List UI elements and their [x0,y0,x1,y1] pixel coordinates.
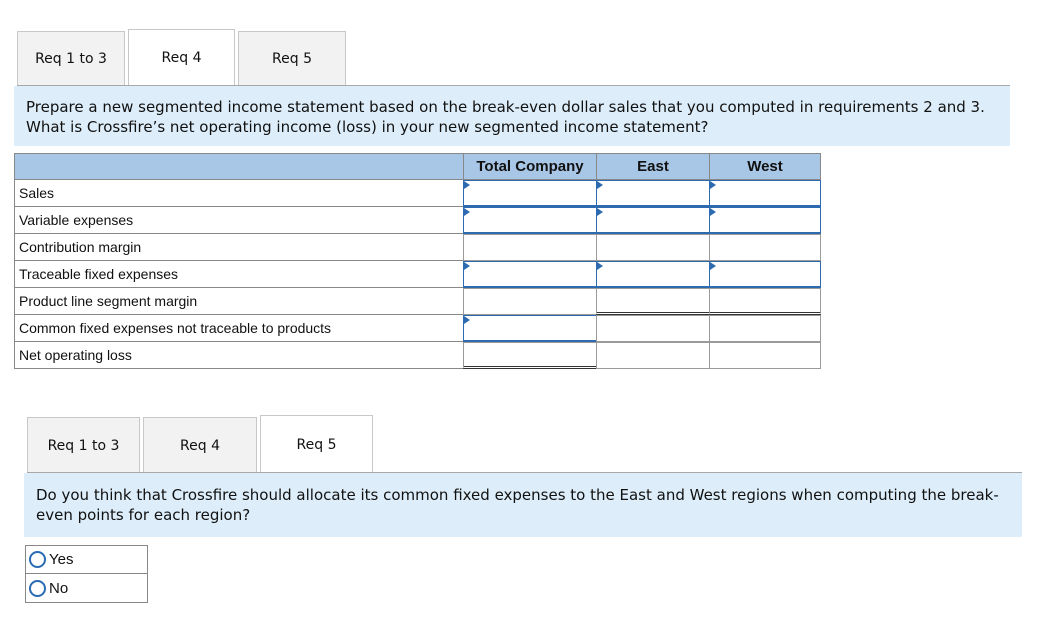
tab-req-5[interactable]: Req 5 [238,31,346,86]
tab-req-1-to-3-bottom[interactable]: Req 1 to 3 [27,417,140,474]
option-yes[interactable] [25,545,148,574]
common-fixed-total-input[interactable] [463,315,597,342]
common-fixed-east-cell [596,315,710,342]
option-no-label: No [49,579,69,597]
radio-no-icon[interactable] [29,580,46,597]
header-east: East [596,153,710,180]
variable-expenses-west-input[interactable] [709,207,821,234]
radio-yes-icon[interactable] [29,551,46,568]
row-label-net-operating-loss: Net operating loss [14,342,464,369]
table-header-blank [14,153,464,180]
header-west: West [709,153,821,180]
net-operating-loss-west-cell [709,342,821,369]
row-label-common-fixed-expenses: Common fixed expenses not traceable to products [14,315,464,342]
traceable-fixed-total-input[interactable] [463,261,597,288]
tab-req-1-to-3[interactable]: Req 1 to 3 [17,31,125,86]
bottom-tab-bar [27,415,376,474]
traceable-fixed-west-input[interactable] [709,261,821,288]
variable-expenses-total-input[interactable] [463,207,597,234]
row-label-sales: Sales [14,180,464,207]
net-operating-loss-east-cell [596,342,710,369]
row-label-contribution-margin: Contribution margin [14,234,464,261]
traceable-fixed-east-input[interactable] [596,261,710,288]
segment-margin-total-cell [463,288,597,315]
tab-req-4[interactable]: Req 4 [128,29,235,86]
option-no[interactable] [25,574,148,603]
contribution-margin-west-cell [709,234,821,261]
sales-east-input[interactable] [596,180,710,207]
variable-expenses-east-input[interactable] [596,207,710,234]
header-total-company: Total Company [463,153,597,180]
segment-margin-east-cell [596,288,710,315]
row-label-variable-expenses: Variable expenses [14,207,464,234]
top-tab-bar [17,29,349,86]
sales-west-input[interactable] [709,180,821,207]
top-prompt: Prepare a new segmented income statement based on the break-even dollar sales that you computed in requirements 2 and 3. What is Crossfire’s net operating income (loss) in your new segmented income statement? [14,86,1010,146]
row-label-traceable-fixed-expenses: Traceable fixed expenses [14,261,464,288]
tab-req-5-bottom[interactable]: Req 5 [260,415,373,474]
bottom-prompt: Do you think that Crossfire should allocate its common fixed expenses to the East and West regions when computing the break-even points for each region? [24,473,1022,537]
segment-margin-west-cell [709,288,821,315]
option-yes-label: Yes [49,551,74,568]
sales-total-input[interactable] [463,180,597,207]
contribution-margin-total-cell [463,234,597,261]
tab-req-4-bottom[interactable]: Req 4 [143,417,257,474]
contribution-margin-east-cell [596,234,710,261]
row-label-segment-margin: Product line segment margin [14,288,464,315]
common-fixed-west-cell [709,315,821,342]
net-operating-loss-total-cell [463,342,597,369]
